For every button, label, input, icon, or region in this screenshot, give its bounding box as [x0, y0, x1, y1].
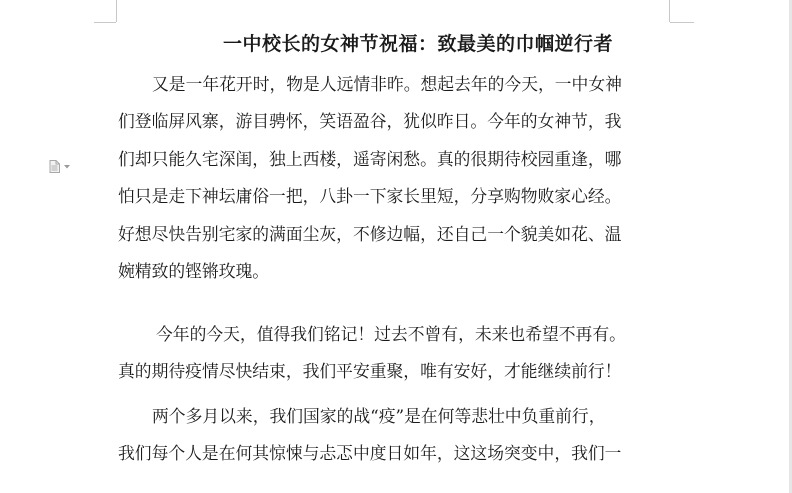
paragraph-line: 今年的今天，值得我们铭记！过去不曾有，未来也希望不再有。 [156, 324, 626, 344]
dropdown-arrow-icon [64, 165, 70, 169]
document-title: 一中校长的女神节祝福：致最美的巾帼逆行者 [222, 33, 613, 55]
paragraph-line: 们登临屏风寨，游目骋怀，笑语盈谷，犹似昨日。今年的女神节，我 [118, 111, 622, 132]
paragraph-line: 们却只能久宅深闺，独上西楼，遥寄闲愁。真的很期待校园重逢，哪 [118, 148, 622, 169]
paragraph-line: 好想尽快告别宅家的满面尘灰，不修边幅，还自己一个貌美如花、温 [118, 223, 622, 244]
margin-corner-mark-right-horizontal [670, 22, 694, 23]
paragraph-line: 怕只是走下神坛庸俗一把，八卦一下家长里短，分享购物败家心经。 [118, 186, 622, 207]
paragraph-options-button[interactable] [49, 160, 70, 173]
margin-corner-mark-left-horizontal [94, 22, 116, 23]
paragraph-line: 真的期待疫情尽快结束，我们平安重聚，唯有安好，才能继续前行！ [118, 361, 622, 382]
paragraph-line: 又是一年花开时，物是人远情非昨。想起去年的今天，一中女神 [152, 74, 622, 94]
paragraph-2 [118, 316, 670, 391]
paragraph-1 [118, 66, 670, 290]
paragraph-line: 两个多月以来，我们国家的战“疫”是在何等悲壮中负重前行， [152, 406, 606, 426]
paragraph-line: 我们每个人是在何其惊悚与忐忑中度日如年，这这场突变中，我们一 [118, 443, 622, 464]
margin-corner-mark-left [116, 0, 117, 22]
margin-corner-mark-right [669, 0, 670, 22]
paragraph-3 [118, 398, 670, 473]
document-page-icon [49, 160, 60, 173]
paragraph-line: 婉精致的铿锵玫瑰。 [118, 260, 270, 281]
